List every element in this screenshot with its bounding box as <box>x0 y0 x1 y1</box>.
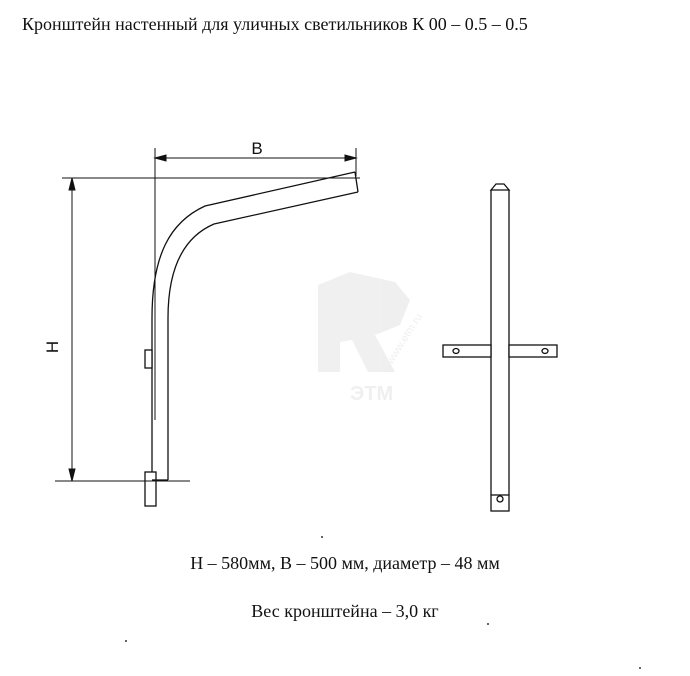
speck <box>487 623 489 625</box>
etm-watermark <box>318 272 425 405</box>
front-tube-top-cap <box>491 184 509 190</box>
mount-plate-upper <box>145 350 152 368</box>
front-bottom-tab <box>491 495 509 511</box>
front-mount-bar-left <box>443 345 491 357</box>
watermark-text: ЭТМ <box>350 383 394 405</box>
watermark-url: www.etm.ru <box>384 311 425 367</box>
speck <box>639 667 641 669</box>
speck <box>321 536 323 538</box>
document-title: Кронштейн настенный для уличных светильников К 00 – 0.5 – 0.5 <box>22 14 528 34</box>
dim-h-arrow-bottom <box>69 469 75 481</box>
bracket-front-view <box>443 184 557 511</box>
dim-b-arrow-right <box>345 155 356 161</box>
dimension-h-label: H <box>43 340 62 354</box>
front-mount-bar-right <box>509 345 557 357</box>
mount-plate-lower <box>145 472 156 506</box>
weight-spec: Вес кронштейна – 3,0 кг <box>251 601 439 621</box>
dimension-specs: H – 580мм, B – 500 мм, диаметр – 48 мм <box>190 553 500 573</box>
dim-b-arrow-left <box>155 155 166 161</box>
speck <box>125 640 127 642</box>
dim-h-arrow-top <box>69 178 75 190</box>
dimension-b-label: B <box>251 139 263 158</box>
dimension-h <box>55 178 360 481</box>
